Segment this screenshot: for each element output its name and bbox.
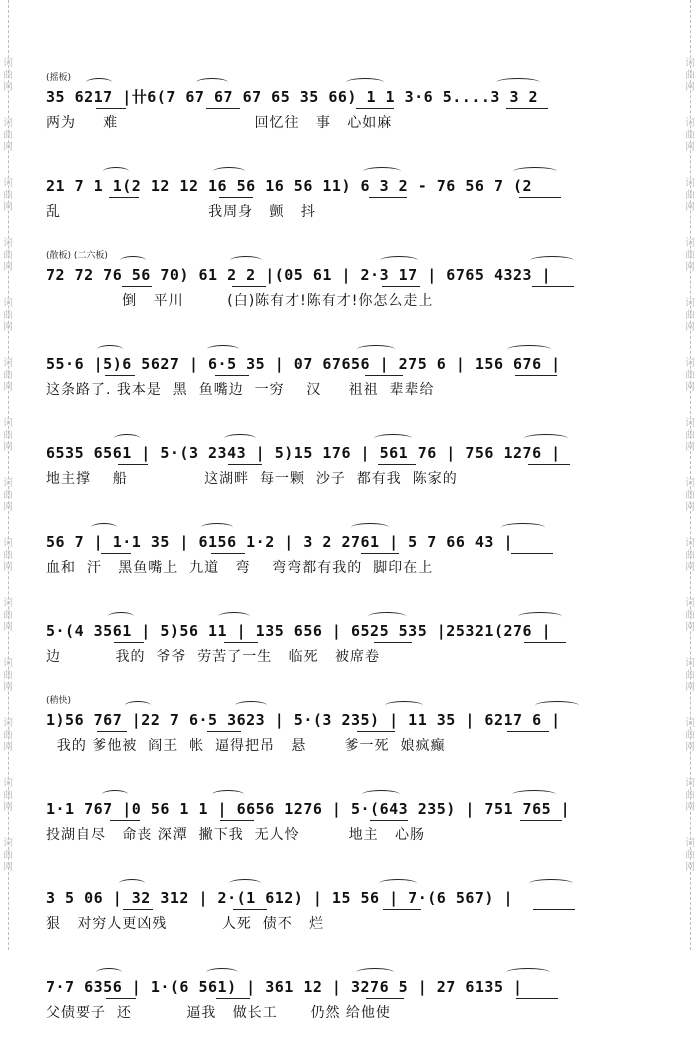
watermark-char: 曲 [685, 310, 695, 321]
slur-mark [363, 167, 401, 176]
slur-mark [120, 256, 146, 265]
watermark-char: 网 [3, 502, 13, 513]
watermark-char: 词 [685, 298, 695, 309]
notation-line: 55·6 |5)6 5627 | 6·5 35 | 07 67656 | 275 6 | 156 676 | [46, 355, 561, 373]
lyrics-line: 倒 平川 (白)陈有才!陈有才!你怎么走上 [46, 293, 434, 309]
beam-underline [110, 820, 140, 821]
watermark-char: 词 [3, 238, 13, 249]
watermark-char: 曲 [3, 250, 13, 261]
watermark-char: 网 [3, 142, 13, 153]
watermark-char: 曲 [3, 190, 13, 201]
watermark-char: 曲 [685, 70, 695, 81]
slur-mark [518, 612, 562, 621]
watermark-char: 词 [685, 478, 695, 489]
beam-underline [515, 375, 557, 376]
beam-underline [123, 909, 153, 910]
watermark-char: 曲 [685, 610, 695, 621]
slur-mark [496, 78, 540, 87]
notation-line: 1)56 767 |22 7 6·5 3623 | 5·(3 235) | 11 35 | 6217 6 | [46, 711, 561, 729]
slur-mark [224, 434, 256, 443]
slur-mark [501, 523, 545, 532]
score-row [46, 871, 664, 960]
notation-line: 5·(4 3561 | 5)56 11 | 135 656 | 6525 535 |25321(276 | [46, 622, 552, 640]
watermark-char: 网 [685, 142, 695, 153]
watermark-char: 网 [685, 262, 695, 273]
watermark-char: 曲 [685, 490, 695, 501]
slur-mark [535, 701, 579, 710]
score-row [46, 960, 664, 1049]
watermark-char: 词 [685, 58, 695, 69]
notation-line: 21 7 1 1(2 12 12 16 56 16 56 11) 6 3 2 - 76 56 7 (2 [46, 177, 533, 195]
score-row [46, 782, 664, 871]
notation-line: 72 72 76 56 70) 61 2 2 |(05 61 | 2·3 17 | 6765 4323 | [46, 266, 552, 284]
score-row [46, 515, 664, 604]
watermark-char: 曲 [685, 430, 695, 441]
watermark-char: 词 [685, 658, 695, 669]
watermark-char: 网 [3, 262, 13, 273]
slur-mark [213, 167, 245, 176]
watermark-char: 曲 [3, 790, 13, 801]
watermark-char: 词 [3, 178, 13, 189]
slur-mark [229, 879, 261, 888]
watermark-char: 曲 [685, 130, 695, 141]
beam-underline [357, 731, 395, 732]
beam-underline [106, 998, 136, 999]
slur-mark [97, 345, 123, 354]
slur-mark [102, 790, 128, 799]
watermark-char: 词 [685, 778, 695, 789]
watermark-char: 网 [685, 82, 695, 93]
watermark-char: 曲 [3, 430, 13, 441]
watermark-char: 网 [3, 322, 13, 333]
watermark-char: 网 [3, 742, 13, 753]
beam-underline [382, 286, 420, 287]
beam-underline [369, 197, 407, 198]
watermark-char: 网 [3, 82, 13, 93]
beam-underline [383, 909, 421, 910]
watermark-char: 曲 [3, 130, 13, 141]
beam-underline [520, 820, 562, 821]
beam-underline [97, 731, 127, 732]
slur-mark [506, 968, 550, 977]
slur-mark [513, 167, 557, 176]
score-row [46, 426, 664, 515]
lyrics-line: 父债要子 还 逼我 做长工 仍然 给他使 [46, 1005, 391, 1021]
beam-underline [220, 820, 254, 821]
tempo-marking: (稍快) [46, 696, 72, 706]
lyrics-line: 我的 爹他被 阎王 帐 逼得把吊 悬 爹一死 娘疯癫 [46, 738, 446, 754]
beam-underline [524, 642, 566, 643]
slur-mark [96, 968, 122, 977]
beam-underline [516, 998, 558, 999]
notation-line: 7·7 6356 | 1·(6 561) | 361 12 | 3276 5 | 27 6135 | [46, 978, 523, 996]
watermark-char: 网 [3, 442, 13, 453]
beam-underline [511, 553, 553, 554]
beam-underline [533, 909, 575, 910]
tempo-marking: (散板) (二六板) [46, 251, 108, 261]
beam-underline [506, 108, 548, 109]
slur-mark [368, 612, 406, 621]
watermark-char: 曲 [3, 610, 13, 621]
score-row [46, 604, 664, 693]
watermark-char: 网 [685, 682, 695, 693]
watermark-char: 网 [685, 862, 695, 873]
slur-mark [201, 523, 233, 532]
notation-line: 35 6217 |卄6(7 67 67 67 65 35 66) 1 1 3·6 5....3 3 2 [46, 88, 539, 106]
watermark-char: 网 [685, 502, 695, 513]
beam-underline [370, 820, 408, 821]
watermark-char: 曲 [685, 790, 695, 801]
lyrics-line: 这条路了. 我本是 黑 鱼嘴边 一穷 汉 祖祖 辈辈给 [46, 382, 435, 398]
slur-mark [380, 256, 418, 265]
watermark-char: 曲 [3, 550, 13, 561]
lyrics-line: 地主撑 船 这湖畔 每一颗 沙子 都有我 陈家的 [46, 471, 458, 487]
beam-underline [233, 909, 267, 910]
slur-mark [379, 879, 417, 888]
beam-underline [109, 197, 139, 198]
slur-mark [356, 968, 394, 977]
watermark-char: 网 [685, 742, 695, 753]
lyrics-line: 投湖自尽 命丧 深潭 撇下我 无人怜 地主 心肠 [46, 827, 426, 843]
beam-underline [228, 464, 262, 465]
beam-underline [224, 642, 258, 643]
lyrics-line: 狠 对穷人更凶残 人死 债不 烂 [46, 916, 325, 932]
jianpu-score [46, 70, 664, 1049]
beam-underline [361, 553, 399, 554]
slur-mark [196, 78, 228, 87]
watermark-char: 词 [3, 538, 13, 549]
beam-underline [219, 197, 253, 198]
watermark-char: 曲 [685, 250, 695, 261]
watermark-char: 词 [3, 658, 13, 669]
score-row [46, 693, 664, 782]
slur-mark [218, 612, 250, 621]
slur-mark [108, 612, 134, 621]
beam-underline [211, 553, 245, 554]
beam-underline [215, 375, 249, 376]
beam-underline [366, 998, 404, 999]
slur-mark [530, 256, 574, 265]
beam-underline [356, 108, 394, 109]
beam-underline [374, 642, 412, 643]
score-row [46, 337, 664, 426]
watermark-char: 词 [685, 718, 695, 729]
beam-underline [232, 286, 266, 287]
watermark-char: 词 [685, 418, 695, 429]
slur-mark [206, 968, 238, 977]
watermark-char: 网 [3, 202, 13, 213]
watermark-char: 曲 [685, 670, 695, 681]
beam-underline [507, 731, 549, 732]
beam-underline [118, 464, 148, 465]
watermark-char: 曲 [3, 850, 13, 861]
slur-mark [362, 790, 400, 799]
watermark-char: 网 [3, 562, 13, 573]
watermark-char: 网 [685, 382, 695, 393]
beam-underline [207, 731, 241, 732]
beam-underline [378, 464, 416, 465]
watermark-char: 曲 [685, 190, 695, 201]
watermark-char: 词 [685, 238, 695, 249]
beam-underline [216, 998, 250, 999]
slur-mark [230, 256, 262, 265]
watermark-char: 网 [685, 322, 695, 333]
lyrics-line: 乱 我周身 颤 抖 [46, 204, 316, 220]
slur-mark [357, 345, 395, 354]
watermark-char: 词 [3, 838, 13, 849]
watermark-char: 网 [685, 202, 695, 213]
beam-underline [122, 286, 152, 287]
watermark-char: 网 [3, 382, 13, 393]
watermark-char: 曲 [685, 850, 695, 861]
notation-line: 3 5 06 | 32 312 | 2·(1 612) | 15 56 | 7·(6 567) | [46, 889, 514, 907]
watermark-char: 词 [3, 598, 13, 609]
lyrics-line: 边 我的 爷爷 劳苦了一生 临死 被席卷 [46, 649, 381, 665]
watermark-char: 曲 [3, 70, 13, 81]
tempo-marking: (摇板) [46, 73, 72, 83]
slur-mark [385, 701, 423, 710]
watermark-char: 词 [685, 538, 695, 549]
watermark-char: 词 [3, 58, 13, 69]
slur-mark [103, 167, 129, 176]
watermark-char: 曲 [3, 730, 13, 741]
beam-underline [105, 375, 135, 376]
watermark-char: 词 [3, 118, 13, 129]
beam-underline [528, 464, 570, 465]
watermark-char: 词 [3, 358, 13, 369]
beam-underline [101, 553, 131, 554]
slur-mark [91, 523, 117, 532]
slur-mark [374, 434, 412, 443]
slur-mark [524, 434, 568, 443]
slur-mark [235, 701, 267, 710]
watermark-char: 网 [685, 562, 695, 573]
beam-underline [532, 286, 574, 287]
watermark-char: 网 [3, 802, 13, 813]
watermark-char: 词 [3, 418, 13, 429]
watermark-char: 曲 [3, 490, 13, 501]
slur-mark [351, 523, 389, 532]
watermark-char: 词 [685, 118, 695, 129]
score-row [46, 248, 664, 337]
watermark-char: 曲 [685, 730, 695, 741]
watermark-char: 词 [3, 478, 13, 489]
beam-underline [519, 197, 561, 198]
watermark-char: 网 [3, 862, 13, 873]
slur-mark [207, 345, 239, 354]
watermark-char: 曲 [685, 370, 695, 381]
lyrics-line: 血和 汗 黑鱼嘴上 九道 弯 弯弯都有我的 脚印在上 [46, 560, 434, 576]
slur-mark [529, 879, 573, 888]
watermark-char: 网 [685, 622, 695, 633]
watermark-char: 网 [685, 442, 695, 453]
watermark-char: 曲 [3, 370, 13, 381]
watermark-char: 网 [3, 682, 13, 693]
watermark-char: 网 [3, 622, 13, 633]
slur-mark [119, 879, 145, 888]
slur-mark [86, 78, 112, 87]
notation-line: 56 7 | 1·1 35 | 6156 1·2 | 3 2 2761 | 5 7 66 43 | [46, 533, 514, 551]
watermark-char: 词 [685, 838, 695, 849]
beam-underline [96, 108, 126, 109]
beam-underline [365, 375, 403, 376]
notation-line: 6535 6561 | 5·(3 2343 | 5)15 176 | 561 76 | 756 1276 | [46, 444, 561, 462]
score-row [46, 159, 664, 248]
watermark-char: 词 [3, 718, 13, 729]
slur-mark [507, 345, 551, 354]
watermark-char: 词 [685, 598, 695, 609]
watermark-char: 曲 [3, 670, 13, 681]
watermark-char: 词 [3, 778, 13, 789]
slur-mark [512, 790, 556, 799]
watermark-char: 网 [685, 802, 695, 813]
slur-mark [212, 790, 244, 799]
watermark-char: 词 [685, 178, 695, 189]
score-row [46, 70, 664, 159]
slur-mark [114, 434, 140, 443]
lyrics-line: 两为 难 回忆往 事 心如麻 [46, 115, 393, 131]
watermark-char: 词 [685, 358, 695, 369]
notation-line: 1·1 767 |0 56 1 1 | 6656 1276 | 5·(643 235) | 751 765 | [46, 800, 571, 818]
beam-underline [206, 108, 240, 109]
slur-mark [125, 701, 151, 710]
beam-underline [114, 642, 144, 643]
watermark-char: 曲 [3, 310, 13, 321]
watermark-char: 词 [3, 298, 13, 309]
slur-mark [346, 78, 384, 87]
watermark-char: 曲 [685, 550, 695, 561]
